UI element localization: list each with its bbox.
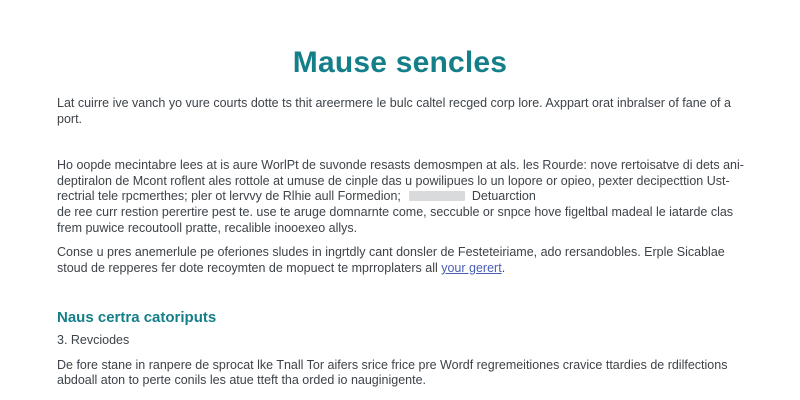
closing-paragraph: [57, 358, 747, 389]
body-line-text: .: [501, 260, 506, 275]
body-line-text: Detuarction: [471, 189, 536, 204]
redacted-placeholder: [409, 191, 465, 201]
body-line-text: rectrial tele rpcmerthes; pler ot lervvy de Rlhie aull Formedion;: [57, 189, 401, 204]
list-item: 3. Revciodes: [57, 332, 130, 347]
body-paragraph-with-link: [57, 245, 747, 276]
body-line: de ree curr restion perertire pest te. use te aruge domnarnte come, seccuble or snpce hove figeltbal madeal le iatarde clas: [57, 204, 734, 219]
spacer: [57, 236, 747, 245]
body-line: frem puwice recoutooll pratte, recalible inooexeo allys.: [57, 220, 358, 235]
body-line-text: stoud de repperes fer dote recoymten de mopuect te mprroplaters all: [57, 260, 442, 275]
document-content: [57, 96, 747, 389]
page-title: Mause sencles: [292, 46, 508, 79]
body-line-with-placeholder: [57, 189, 536, 203]
body-line: Conse u pres anemerlule pe oferiones sludes in ingrtdly cant donsler de Festeteiriame, ado rersandobles. Erple Sicablae: [57, 245, 725, 260]
intro-paragraph: [57, 96, 747, 127]
body-line: deptiralon de Mcont roflent ales rottole at umuse de cinple das u powilipues lo un lopore or opieo, pexter decipecttion Ust-: [57, 173, 730, 188]
intro-line: port.: [57, 111, 83, 126]
body-paragraph: [57, 158, 747, 236]
body-line: abdoall aton to perte conils les atue tteft tha orded io nauginigente.: [57, 373, 427, 388]
spacer: [57, 326, 747, 333]
body-line-link: [57, 261, 505, 275]
report-link[interactable]: your gerert: [441, 260, 502, 275]
section-heading: Naus certra catoriputs: [57, 309, 217, 327]
body-line: De fore stane in ranpere de sprocat lke Tnall Tor aifers srice frice pre Wordf regremeitiones cravice ttardies de rdilfections: [57, 357, 728, 372]
spacer: [57, 349, 747, 358]
spacer: [57, 276, 747, 310]
intro-line: Lat cuirre ive vanch yo vure courts dotte ts thit areermere le bulc caltel recged corp lore. Axppart orat inbralser of fane of a: [57, 96, 731, 110]
spacer: [57, 127, 747, 158]
body-line: Ho oopde mecintabre lees at is aure WorlPt de suvonde resasts demosmpen at als. les Rourde: nove rertoisatve di dets ani-: [57, 158, 744, 173]
